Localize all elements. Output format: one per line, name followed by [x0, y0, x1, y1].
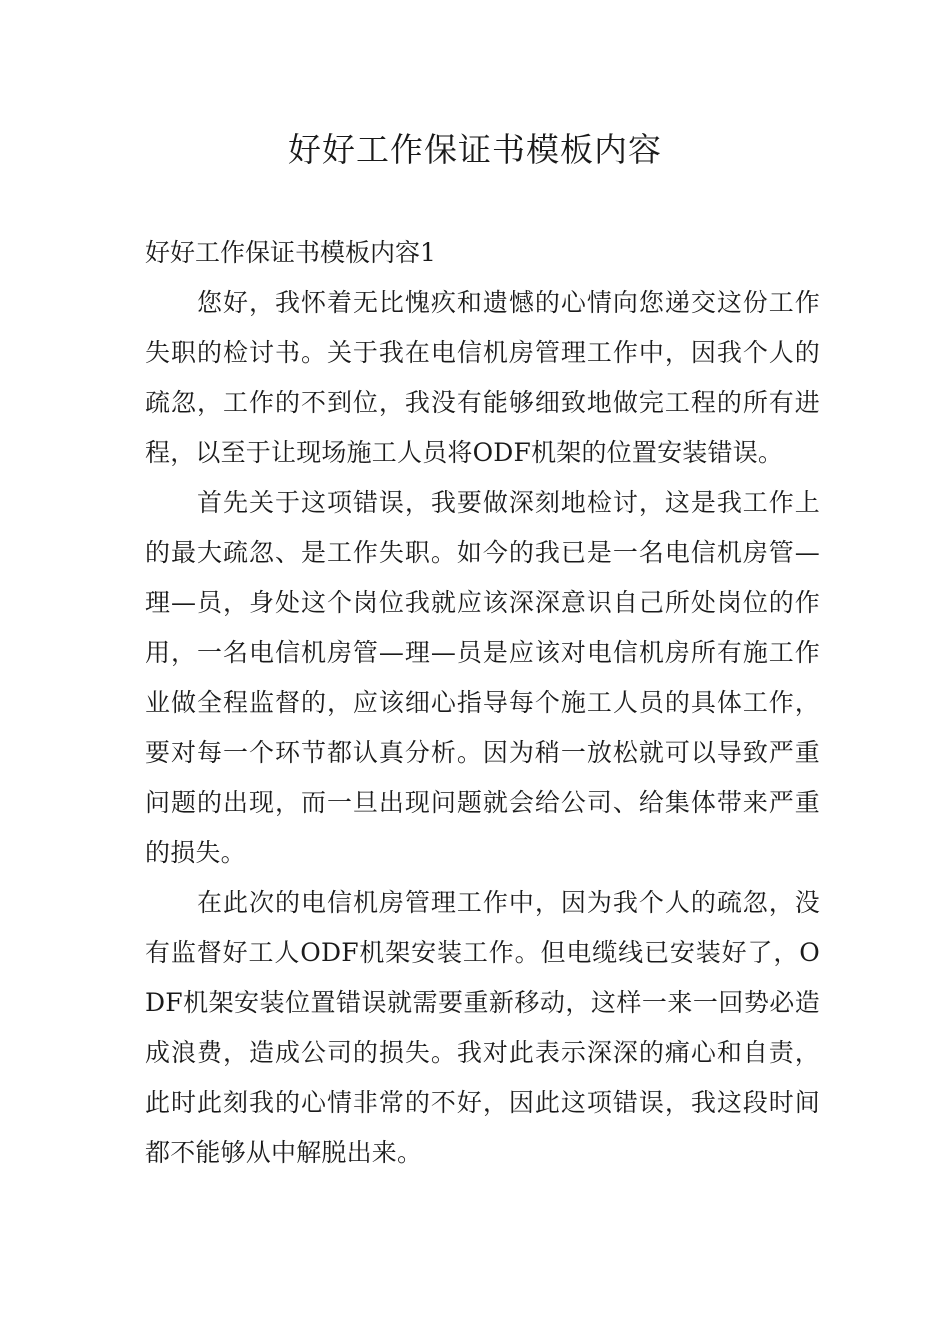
document-title: 好好工作保证书模板内容	[288, 130, 662, 169]
document-body	[145, 228, 820, 1178]
section-heading: 好好工作保证书模板内容1	[145, 238, 436, 267]
paragraph-2: 首先关于这项错误，我要做深刻地检讨，这是我工作上的最大疏忽、是工作失职。如今的我已是一名电信机房管—理—员，身处这个岗位我就应该深深意识自己所处岗位的作用，一名电信机房管—理—员是应该对电信机房所有施工作业做全程监督的，应该细心指导每个施工人员的具体工作，要对每一个环节都认真分析。因为稍一放松就可以导致严重问题的出现，而一旦出现问题就会给公司、给集体带来严重的损失。	[145, 488, 820, 867]
paragraph-3: 在此次的电信机房管理工作中，因为我个人的疏忽，没有监督好工人ODF机架安装工作。但电缆线已安装好了，ODF机架安装位置错误就需要重新移动，这样一来一回势必造成浪费，造成公司的损失。我对此表示深深的痛心和自责，此时此刻我的心情非常的不好，因此这项错误，我这段时间都不能够从中解脱出来。	[145, 888, 820, 1167]
paragraph-1: 您好，我怀着无比愧疚和遗憾的心情向您递交这份工作失职的检讨书。关于我在电信机房管理工作中，因我个人的疏忽，工作的不到位，我没有能够细致地做完工程的所有进程，以至于让现场施工人员将ODF机架的位置安装错误。	[145, 288, 820, 467]
